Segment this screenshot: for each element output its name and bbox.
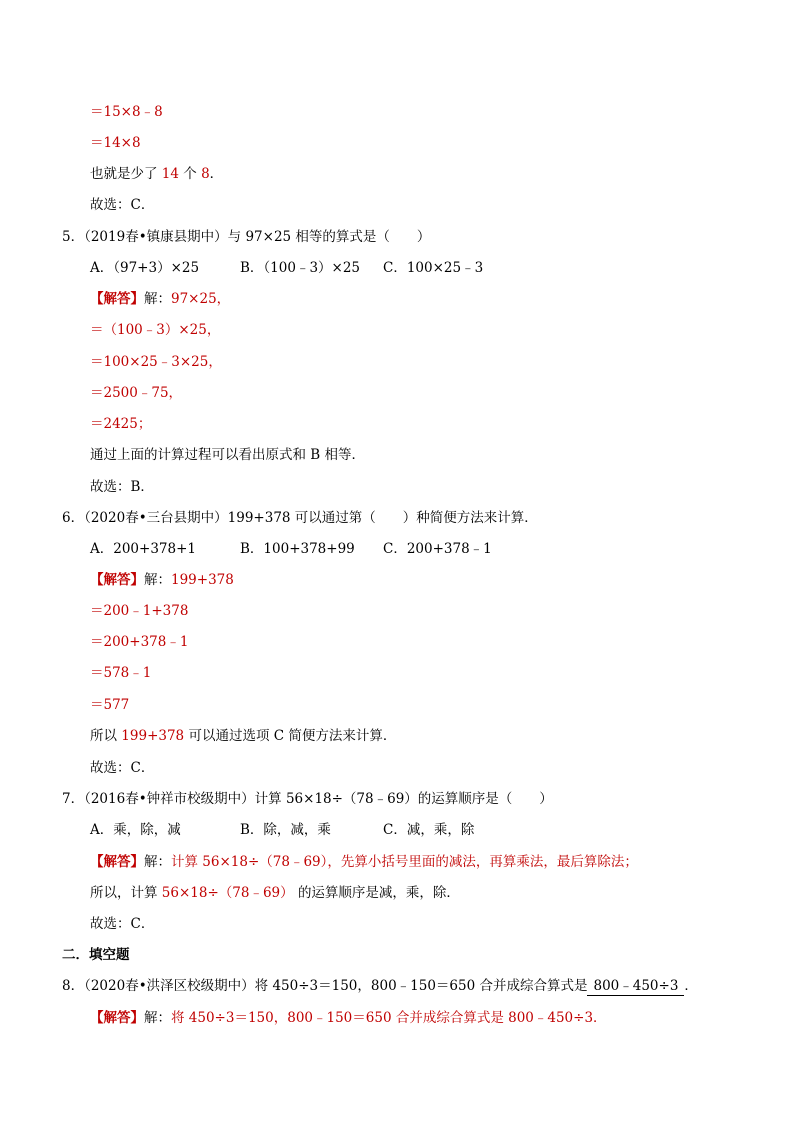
q5-answer-first: 97×25， [171,291,231,307]
q6-options [90,540,492,558]
q6-step-3: ＝578﹣1 [90,665,152,681]
q5-answer-lead: 解： [144,291,171,307]
q6-step-2: ＝200+378﹣1 [90,634,189,650]
q6-step-1: ＝200﹣1+378 [90,603,189,619]
q6-conclusion-expr: 199+378 [121,728,185,744]
q5-answer-tag: 【解答】 [90,291,144,307]
q5-step-1: ＝（100﹣3）×25， [90,322,221,338]
q4-choose-value: C [130,197,141,213]
q5-option-c: C．100×25﹣3 [383,260,484,276]
q6-conclusion [90,727,396,745]
q6-option-b: B．100+378+99 [240,541,355,557]
q4-conclusion-num1: 14 [161,166,179,182]
q5-step-2: ＝100×25﹣3×25， [90,354,222,370]
q6-stem: 6．（2020春•三台县期中）199+378 可以通过第（ ）种简便方法来计算． [62,510,538,526]
q7-option-a: A．乘，除，减 [90,822,181,838]
q6-choose-value: C [130,760,141,776]
q7-answer [90,853,638,871]
q7-conclusion [90,884,460,902]
q6-conclusion-prefix: 所以 [90,728,117,744]
q7-options [90,821,474,839]
q5-choose-value: B [130,479,141,495]
q6-answer-tag: 【解答】 [90,572,144,588]
section-title: 二．填空题 [62,947,130,963]
q6-answer-first: 199+378 [171,572,234,588]
q7-conclusion-expr: 56×18÷（78﹣69） [161,885,294,901]
q8-stem-end: ． [684,978,698,994]
q4-choose [90,196,154,214]
q4-conclusion-prefix: 也就是少了 [90,166,158,182]
q4-choose-end: ． [140,197,155,213]
q8-answer-blank: 800﹣450÷3 [587,977,684,996]
q8-answer-lead: 解： [144,1010,171,1026]
q7-answer-text: 计算 56×18÷（78﹣69），先算小括号里面的减法，再算乘法，最后算除法； [171,854,638,870]
q6-choose-end: ． [140,760,155,776]
q7-stem: 7．（2016春•钟祥市校级期中）计算 56×18÷（78﹣69）的运算顺序是（ ） [62,791,553,807]
q5-option-b: B．（100﹣3）×25 [240,260,361,276]
q4-conclusion-mid: 个 [183,166,197,182]
q6-option-c: C．200+378﹣1 [383,541,492,557]
q6-step-4: ＝577 [90,697,130,713]
q5-choose-prefix: 故选： [90,479,131,495]
q4-conclusion [90,165,223,183]
q7-answer-tag: 【解答】 [90,854,144,870]
q5-option-a: A．（97+3）×25 [90,260,200,276]
q7-conclusion-prefix: 所以，计算 [90,885,158,901]
q5-step-3: ＝2500﹣75， [90,385,183,401]
q6-answer-lead: 解： [144,572,171,588]
q4-step-2: ＝14×8 [90,135,141,151]
q7-option-c: C．减，乘，除 [383,822,475,838]
q6-answer [90,571,234,589]
q4-conclusion-num2: 8 [201,166,210,182]
q8-answer-text: 将 450÷3＝150，800﹣150＝650 合并成综合算式是 800﹣450÷3． [171,1010,607,1026]
q7-choose-end: ． [140,916,155,932]
q6-choose [90,759,154,777]
q4-step-1: ＝15×8﹣8 [90,104,163,120]
q5-options [90,259,483,277]
q8-answer-tag: 【解答】 [90,1010,144,1026]
q5-answer [90,290,230,308]
q5-step-4: ＝2425； [90,416,152,432]
q7-choose [90,915,154,933]
q5-choose-end: ． [140,479,154,495]
q7-answer-lead: 解： [144,854,171,870]
q4-conclusion-end: ． [209,166,224,182]
q7-option-b: B．除，减，乘 [240,822,331,838]
q8-answer [90,1009,607,1027]
q6-choose-prefix: 故选： [90,760,131,776]
q5-choose [90,478,154,496]
q8-stem-text: 8．（2020春•洪泽区校级期中）将 450÷3＝150，800﹣150＝650 合并成综合算式是 [62,978,588,994]
q6-conclusion-mid: 可以通过选项 C 简便方法来计算． [188,728,397,744]
q5-conclusion: 通过上面的计算过程可以看出原式和 B 相等． [90,447,366,463]
q7-conclusion-end: 的运算顺序是减，乘，除． [297,885,460,901]
q5-stem: 5．（2019春•镇康县期中）与 97×25 相等的算式是（ ） [62,229,431,245]
q6-option-a: A．200+378+1 [90,541,196,557]
q8-stem [62,977,698,996]
q7-choose-value: C [130,916,141,932]
q7-choose-prefix: 故选： [90,916,131,932]
q4-choose-prefix: 故选： [90,197,131,213]
